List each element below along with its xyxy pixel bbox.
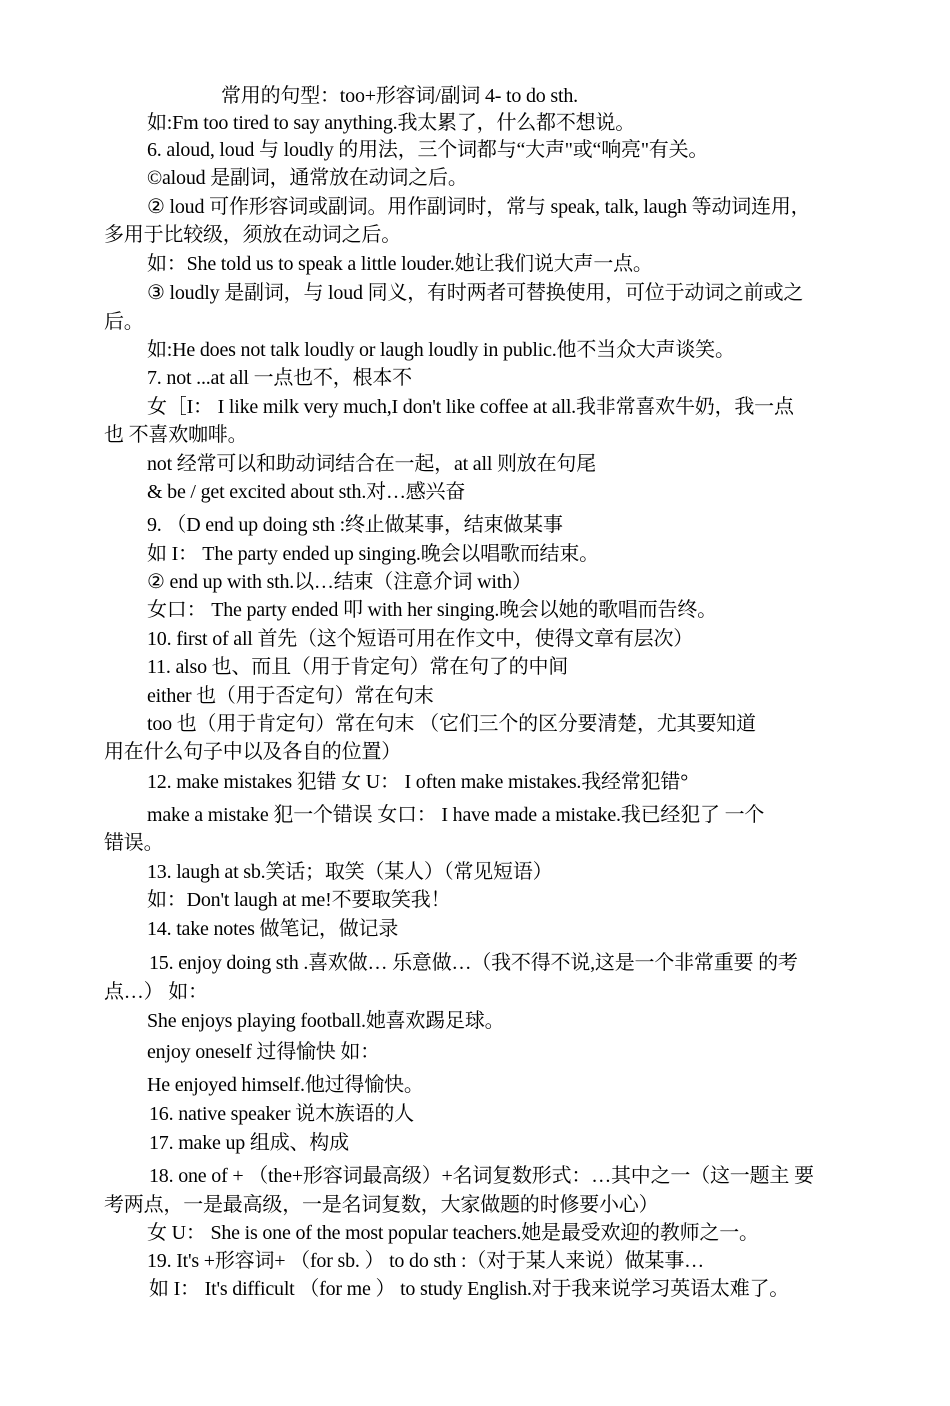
text-line: 如：She told us to speak a little louder.她让我们说大声一点。 bbox=[147, 253, 653, 275]
text-line: 11. also 也、而且（用于肯定句）常在句了的中间 bbox=[147, 656, 569, 678]
text-line: 如:Fm too tired to say anything.我太累了，什么都不想说。 bbox=[147, 112, 636, 134]
text-line: 如：Don't laugh at me!不要取笑我！ bbox=[147, 889, 451, 911]
text-line: 如 I： The party ended up singing.晚会以唱歌而结束。 bbox=[147, 543, 599, 565]
text-line: ② end up with sth.以…结束（注意介词 with） bbox=[147, 571, 532, 593]
text-line: 女［I： I like milk very much,I don't like coffee at all.我非常喜欢牛奶，我一点 bbox=[147, 396, 794, 418]
text-line: 常用的句型：too+形容词/副词 4- to do sth. bbox=[221, 85, 578, 107]
text-line: ② loud 可作形容词或副词。用作副词时，常与 speak, talk, laugh 等动词连用， bbox=[147, 196, 811, 218]
text-line: 10. first of all 首先（这个短语可用在作文中，使得文章有层次） bbox=[147, 628, 694, 650]
text-line: 12. make mistakes 犯错 女 U： I often make mistakes.我经常犯错° bbox=[147, 771, 688, 793]
text-line: 16. native speaker 说木族语的人 bbox=[149, 1103, 414, 1125]
text-line: 用在什么句子中以及各自的位置） bbox=[104, 741, 401, 763]
text-line: 15. enjoy doing sth .喜欢做… 乐意做…（我不得不说,这是一个非常重要 的考 bbox=[149, 952, 798, 974]
text-line: 也 不喜欢咖啡。 bbox=[104, 424, 248, 446]
text-line: 点…） 如： bbox=[104, 981, 208, 1003]
text-line: 13. laugh at sb.笑话；取笑（某人）（常见短语） bbox=[147, 861, 553, 883]
text-line: 女 U： She is one of the most popular teachers.她是最受欢迎的教师之一。 bbox=[147, 1222, 759, 1244]
text-line: too 也（用于肯定句）常在句末 （它们三个的区分要清楚，尤其要知道 bbox=[147, 713, 756, 735]
text-line: 14. take notes 做笔记，做记录 bbox=[147, 918, 399, 940]
text-line: & be / get excited about sth.对…感兴奋 bbox=[147, 481, 466, 503]
text-line: 错误。 bbox=[104, 832, 164, 854]
text-line: 后。 bbox=[104, 311, 144, 333]
text-line: ③ loudly 是副词，与 loud 同义，有时两者可替换使用，可位于动词之前或之 bbox=[147, 282, 804, 304]
text-line: She enjoys playing football.她喜欢踢足球。 bbox=[147, 1010, 505, 1032]
text-line: 19. It's +形容词+ （for sb. ） to do sth :（对于某人来说）做某事… bbox=[147, 1250, 704, 1272]
text-line: 9. （D end up doing sth :终止做某事，结束做某事 bbox=[147, 514, 563, 536]
text-line: enjoy oneself 过得愉快 如： bbox=[147, 1041, 380, 1063]
text-line: 女口： The party ended 叩 with her singing.晚会以她的歌唱而告终。 bbox=[147, 599, 717, 621]
text-line: 多用于比较级，须放在动词之后。 bbox=[104, 224, 401, 246]
text-line: 如:He does not talk loudly or laugh loudly in public.他不当众大声谈笑。 bbox=[147, 339, 735, 361]
text-line: 考两点，一是最高级，一是名词复数，大家做题的时修要小心） bbox=[104, 1194, 659, 1216]
text-line: 6. aloud, loud 与 loudly 的用法，三个词都与“大声"或“响亮"有关。 bbox=[147, 139, 709, 161]
text-line: He enjoyed himself.他过得愉快。 bbox=[147, 1074, 424, 1096]
text-line: 18. one of + （the+形容词最高级）+名词复数形式：…其中之一（这一题主 要 bbox=[149, 1165, 814, 1187]
text-line: 17. make up 组成、构成 bbox=[149, 1132, 349, 1154]
text-line: 如 I： It's difficult （for me ） to study English.对于我来说学习英语太难了。 bbox=[149, 1278, 790, 1300]
text-line: 7. not ...at all 一点也不，根本不 bbox=[147, 367, 412, 389]
text-line: make a mistake 犯一个错误 女口： I have made a mistake.我已经犯了 一个 bbox=[147, 804, 765, 826]
text-line: either 也（用于否定句）常在句末 bbox=[147, 685, 434, 707]
text-line: ©aloud 是副词，通常放在动词之后。 bbox=[147, 167, 468, 189]
text-line: not 经常可以和助动词结合在一起，at all 则放在句尾 bbox=[147, 453, 596, 475]
